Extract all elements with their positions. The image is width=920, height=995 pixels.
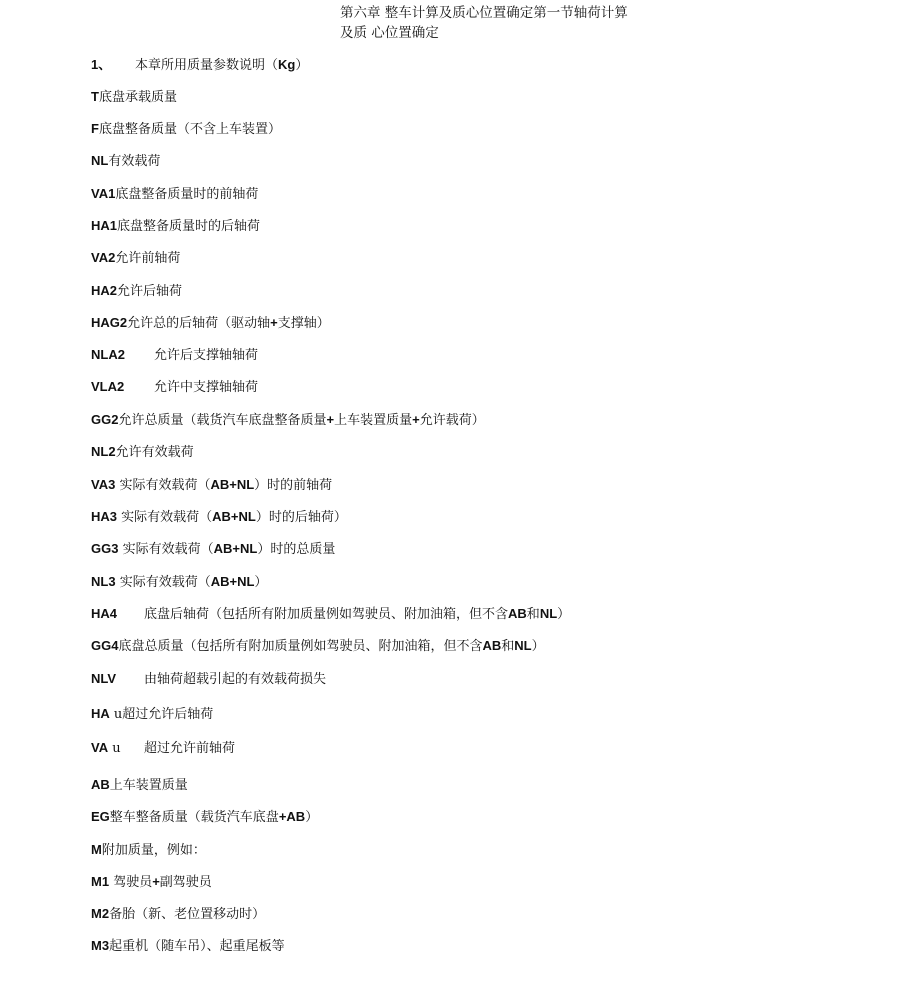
param-desc-bold: AB+NL <box>210 574 255 589</box>
param-desc-bold: NL <box>539 606 558 621</box>
param-desc: 底盘整备质量（不含上车装置） <box>98 122 281 137</box>
param-desc: 允许有效载荷 <box>115 445 194 460</box>
list-item <box>91 249 180 268</box>
plus-sign: + <box>270 315 278 330</box>
param-code: HA2 <box>91 283 118 298</box>
plus-sign: + <box>152 874 160 889</box>
param-desc: 整车整备质量（载货汽车底盘 <box>109 810 279 825</box>
list-item <box>91 841 206 860</box>
param-desc-tail: 支撑轴） <box>277 316 330 331</box>
param-code: HAG2 <box>91 315 128 330</box>
chapter-title-line-1: 第六章 整车计算及质心位置确定第一节轴荷计算 <box>340 5 628 21</box>
param-desc: 备胎（新、老位置移动时） <box>109 907 266 922</box>
param-desc-tail: ）时的总质量 <box>257 542 336 557</box>
param-code: HA4 <box>91 606 118 621</box>
param-code: M1 <box>91 874 110 889</box>
param-code: HA <box>91 706 110 721</box>
param-desc: 允许中支撑轴轴荷 <box>154 380 259 395</box>
param-desc: 由轴荷超载引起的有效载荷损失 <box>144 672 327 687</box>
param-desc: 驾驶员 <box>109 875 153 890</box>
param-code: HA3 <box>91 509 118 524</box>
param-desc-tail: 副驾驶员 <box>159 875 212 890</box>
list-item <box>91 937 285 956</box>
param-desc: 附加质量，例如： <box>101 843 206 858</box>
param-desc-tail: ）时的前轴荷 <box>254 478 333 493</box>
param-code: VA2 <box>91 250 116 265</box>
param-desc-tail: ） <box>557 607 571 622</box>
param-desc: 底盘承载质量 <box>98 90 177 105</box>
section-heading-pre: 本章所用质量参数说明（ <box>135 58 279 73</box>
list-item <box>91 637 545 656</box>
plus-sign: + <box>412 412 420 427</box>
param-code: NLA2 <box>91 347 125 362</box>
param-desc: 实际有效载荷（ <box>117 510 213 525</box>
param-desc-tail: 允许载荷） <box>419 413 485 428</box>
param-code: VA1 <box>91 186 116 201</box>
param-code-group <box>91 739 144 758</box>
param-desc-bold: AB+NL <box>213 541 258 556</box>
param-desc: 底盘后轴荷（包括所有附加质量例如驾驶员、附加油箱，但不含 <box>144 607 509 622</box>
param-desc: 实际有效载荷（ <box>118 542 214 557</box>
param-desc: 允许总质量（载货汽车底盘整备质量 <box>118 413 327 428</box>
param-code: M <box>91 842 102 857</box>
param-desc: 实际有效载荷（ <box>115 478 211 493</box>
param-desc: 实际有效载荷（ <box>115 575 211 590</box>
param-desc-bold: AB+NL <box>212 509 256 524</box>
param-code: NL2 <box>91 444 116 459</box>
list-item <box>91 508 347 527</box>
param-code: M2 <box>91 906 110 921</box>
param-code: GG3 <box>91 541 119 556</box>
param-desc-bold: NL <box>514 638 532 653</box>
param-desc-bold: AB <box>482 638 502 653</box>
list-item <box>91 905 265 924</box>
list-item <box>91 776 188 795</box>
list-item <box>91 378 258 397</box>
list-item <box>91 185 258 204</box>
param-desc-mid: 和 <box>501 639 515 654</box>
list-item <box>91 443 194 462</box>
param-desc: 底盘总质量（包括所有附加质量例如驾驶员、附加油箱，但不含 <box>118 639 483 654</box>
param-code: VA <box>91 740 109 755</box>
param-desc-bold: AB+NL <box>210 477 255 492</box>
param-desc: 允许前轴荷 <box>115 251 181 266</box>
param-desc-bold: +AB <box>278 809 306 824</box>
list-item <box>91 739 235 758</box>
param-code: GG2 <box>91 412 119 427</box>
list-item <box>91 873 212 892</box>
param-code-suffix: u <box>108 741 121 756</box>
param-code: VLA2 <box>91 379 125 394</box>
param-code: NL <box>91 153 109 168</box>
list-item <box>91 217 260 236</box>
section-number: 1、 <box>91 57 112 72</box>
param-desc: 底盘整备质量时的后轴荷 <box>117 219 261 234</box>
list-item <box>91 573 267 592</box>
param-desc: 上车装置质量 <box>109 778 188 793</box>
param-code: M3 <box>91 938 110 953</box>
list-item <box>91 152 160 171</box>
list-item <box>91 88 177 107</box>
param-desc-tail: ）时的后轴荷） <box>255 510 347 525</box>
list-item <box>91 670 326 689</box>
param-desc-mid: 上车装置质量 <box>334 413 413 428</box>
list-item <box>91 808 318 827</box>
param-desc: 超过允许前轴荷 <box>144 741 236 756</box>
param-code: AB <box>91 777 110 792</box>
section-heading-unit: Kg <box>278 57 296 72</box>
param-code: GG4 <box>91 638 119 653</box>
param-desc: 允许后支撑轴轴荷 <box>154 348 259 363</box>
param-code: T <box>91 89 99 104</box>
param-desc-mid: 和 <box>526 607 540 622</box>
param-code: VA3 <box>91 477 116 492</box>
param-desc-tail: ） <box>531 639 545 654</box>
param-desc-tail: ） <box>254 575 268 590</box>
param-desc-tail: ） <box>305 810 319 825</box>
param-code: EG <box>91 809 110 824</box>
param-code: NL3 <box>91 574 116 589</box>
list-item <box>91 346 258 365</box>
list-item <box>91 314 330 333</box>
param-desc: 超过允许后轴荷 <box>122 707 214 722</box>
list-item <box>91 120 281 139</box>
list-item <box>91 540 335 559</box>
param-code: F <box>91 121 99 136</box>
section-heading-post: ） <box>295 58 309 73</box>
chapter-title <box>340 3 670 43</box>
list-item <box>91 411 485 430</box>
param-code: NLV <box>91 671 117 686</box>
param-desc: 起重机（随车吊）、起重尾板等 <box>109 939 285 954</box>
param-desc: 底盘整备质量时的前轴荷 <box>115 187 259 202</box>
param-desc: 有效载荷 <box>108 154 161 169</box>
param-code: HA1 <box>91 218 118 233</box>
param-desc: 允许后轴荷 <box>117 284 183 299</box>
list-item <box>91 282 182 301</box>
param-code-suffix: u <box>109 707 123 722</box>
list-item <box>91 605 570 624</box>
list-item <box>91 476 332 495</box>
section-heading <box>91 56 308 75</box>
param-desc: 允许总的后轴荷（驱动轴 <box>127 316 271 331</box>
chapter-title-line-2: 及质 心位置确定 <box>340 25 439 41</box>
plus-sign: + <box>326 412 335 427</box>
param-desc-bold: AB <box>508 606 527 621</box>
list-item <box>91 705 213 724</box>
